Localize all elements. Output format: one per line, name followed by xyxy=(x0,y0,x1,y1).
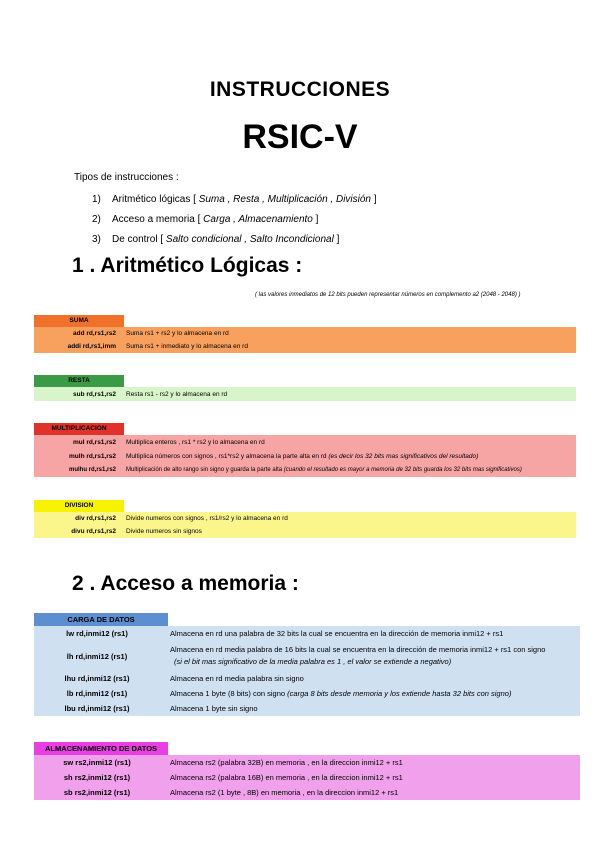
table-row: div rd,rs1,rs2 Divide numeros con signos , rs1/rs2 y lo almacena en rd xyxy=(34,512,576,525)
immediate-note: ( las valores inmediatos de 12 bits pueden representar números en complemento a2 (2048 - 2048) ) xyxy=(255,292,521,298)
table-row: mul rd,rs1,rs2 Multiplica enteros , rs1 * rs2 y lo almacena en rd xyxy=(34,435,576,449)
table-row: add rd,rs1,rs2 Suma rs1 + rs2 y lo almacena en rd xyxy=(34,327,576,340)
table-row: lh rd,inmi12 (rs1) Almacena en rd media palabra de 16 bits la cual se encuentra en la dirección de memoria inmi12 + rs1 con signo (si el bit mas significativo de la media palabra es 1 , el valor se extiende a negativo) xyxy=(34,641,580,671)
table-header-almacenamiento: ALMACENAMIENTO DE DATOS xyxy=(34,742,168,755)
table-row: lw rd,inmi12 (rs1) Almacena en rd una palabra de 32 bits la cual se encuentra en la dirección de memoria inmi12 + rs1 xyxy=(34,626,580,641)
table-row: divu rd,rs1,rs2 Divide numeros sin signos xyxy=(34,525,576,538)
table-multiplicacion xyxy=(34,423,576,477)
table-row: sub rd,rs1,rs2 Resta rs1 - rs2 y lo almacena en rd xyxy=(34,387,576,401)
table-suma xyxy=(34,315,576,353)
table-row: sb rs2,inmi12 (rs1) Almacena rs2 (1 byte , 8B) en memoria , en la direccion inmi12 + rs1 xyxy=(34,785,580,800)
table-row: sw rs2,inmi12 (rs1) Almacena rs2 (palabra 32B) en memoria , en la direccion inmi12 + rs1 xyxy=(34,755,580,770)
table-resta xyxy=(34,375,576,401)
table-header-division: DIVISION xyxy=(34,500,124,512)
types-list xyxy=(92,190,377,250)
section-heading-arithmetic: 1 . Aritmético Lógicas : xyxy=(72,254,303,277)
table-header-resta: RESTA xyxy=(34,375,124,387)
table-row: lbu rd,inmi12 (rs1) Almacena 1 byte sin signo xyxy=(34,701,580,716)
table-row: lhu rd,inmi12 (rs1) Almacena en rd media palabra sin signo xyxy=(34,671,580,686)
document-subtitle: RSIC-V xyxy=(242,118,358,156)
table-row: lb rd,inmi12 (rs1) Almacena 1 byte (8 bits) con signo (carga 8 bits desde memoria y los extiende hasta 32 bits con signo) xyxy=(34,686,580,701)
types-heading: Tipos de instrucciones : xyxy=(74,172,179,183)
table-carga xyxy=(34,613,580,716)
types-item: 3) De control [ Salto condicional , Salto Incondicional ] xyxy=(92,234,340,245)
table-row: mulhu rd,rs1,rs2 Multiplicación de alto rango sin signo y guarda la parte alta (cuando el resultado es mayor a memoria de 32 bits guarda los 32 bits mas significativos) xyxy=(34,463,576,477)
table-division xyxy=(34,500,576,538)
table-row: sh rs2,inmi12 (rs1) Almacena rs2 (palabra 16B) en memoria , en la direccion inmi12 + rs1 xyxy=(34,770,580,785)
table-header-suma: SUMA xyxy=(34,315,124,327)
table-almacenamiento xyxy=(34,742,580,800)
types-item: 2) Acceso a memoria [ Carga , Almacenamiento ] xyxy=(92,214,319,225)
table-header-carga: CARGA DE DATOS xyxy=(34,613,168,626)
types-item: 1) Aritmético lógicas [ Suma , Resta , Multiplicación , División ] xyxy=(92,194,377,205)
table-row: mulh rd,rs1,rs2 Multiplica números con signos , rs1*rs2 y almacena la parte alta en rd (es decir los 32 bits mas significativos del resultado) xyxy=(34,449,576,463)
document-title: INSTRUCCIONES xyxy=(209,78,391,101)
table-row: addi rd,rs1,imm Suma rs1 + inmediato y lo almacena en rd xyxy=(34,340,576,353)
table-header-multiplicacion: MULTIPLICACION xyxy=(34,423,124,435)
section-heading-memory: 2 . Acceso a memoria : xyxy=(72,572,299,595)
